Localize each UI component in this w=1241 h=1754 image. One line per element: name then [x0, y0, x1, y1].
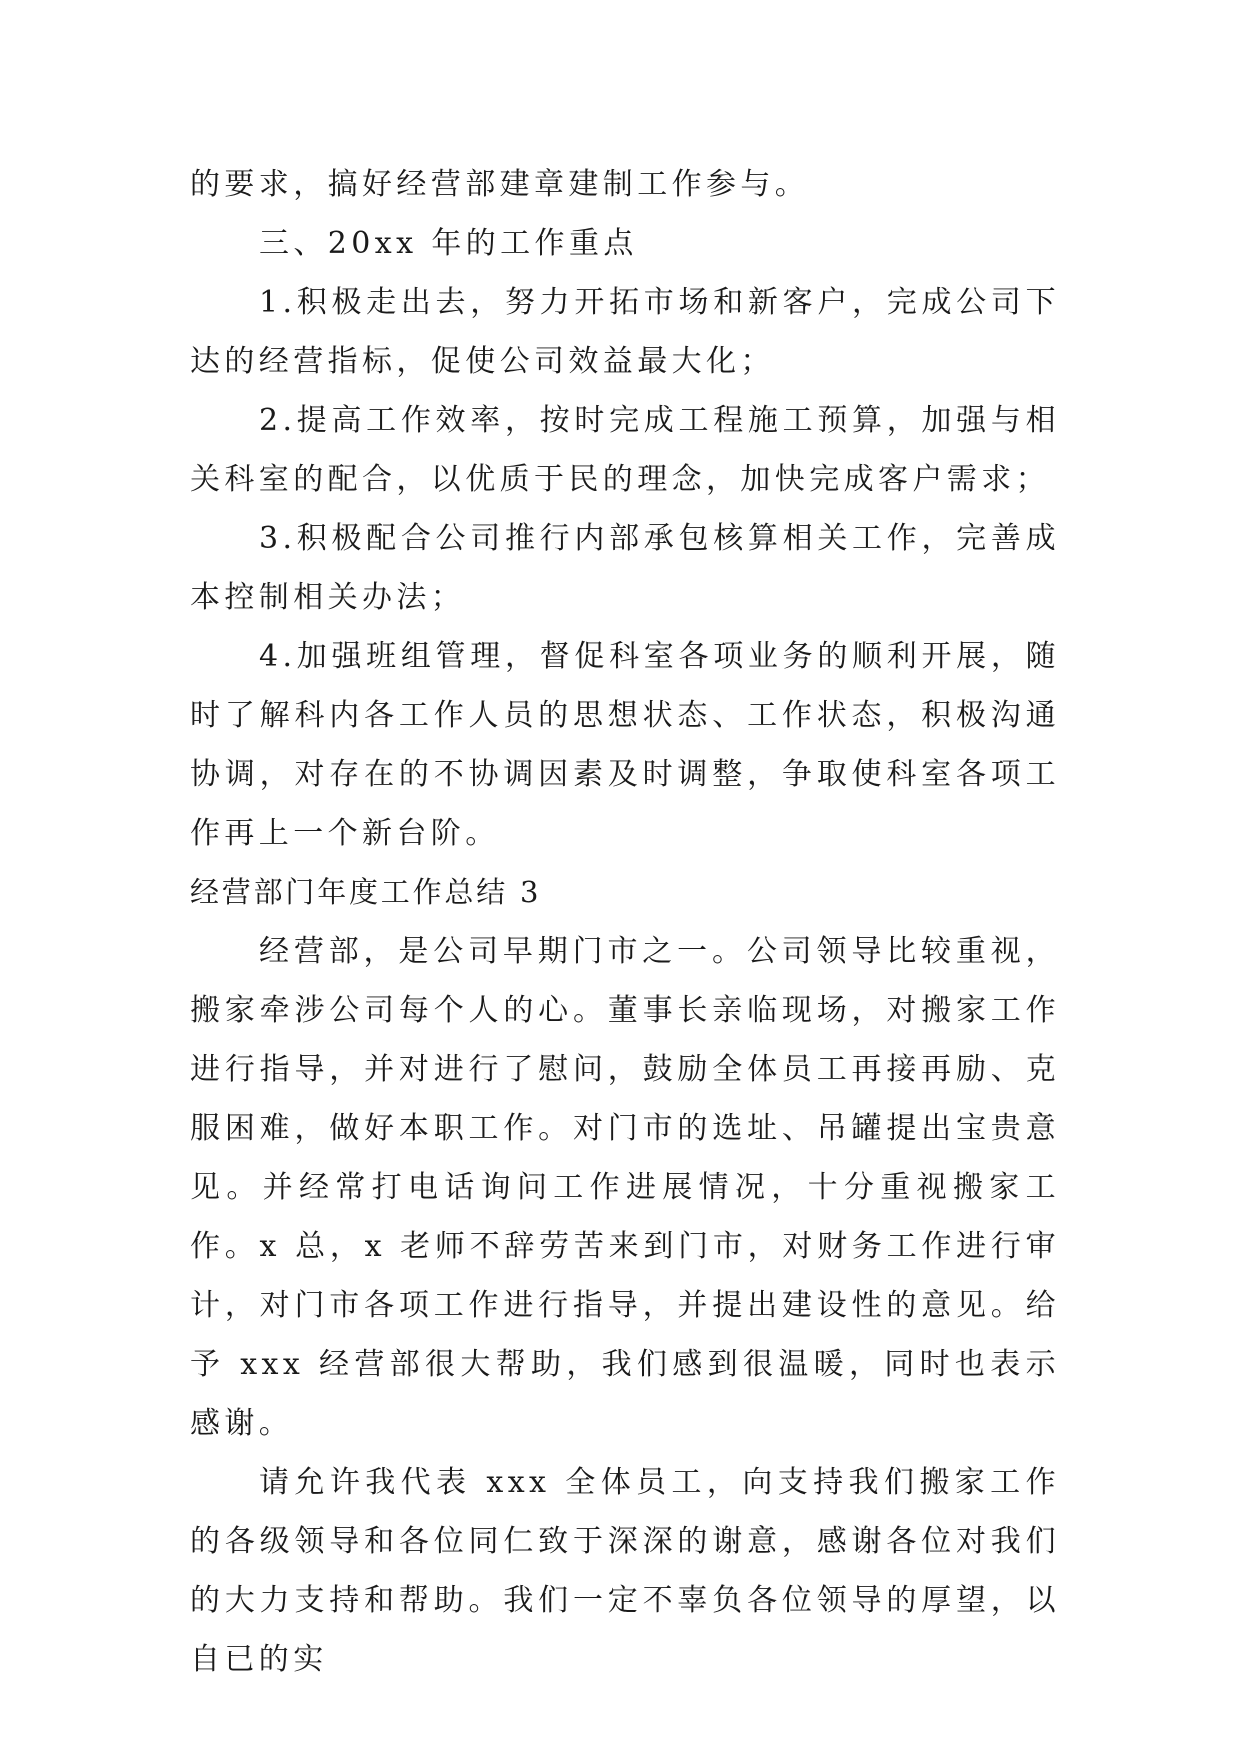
list-item-4: 4.加强班组管理，督促科室各项业务的顺利开展，随时了解科内各工作人员的思想状态、工作状态，积极沟通协调，对存在的不协调因素及时调整，争取使科室各项工作再上一个新台阶。 [190, 639, 1060, 851]
list-item-2: 2.提高工作效率，按时完成工程施工预算，加强与相关科室的配合，以优质于民的理念，加快完成客户需求； [190, 403, 1060, 497]
document-body [190, 155, 1060, 1689]
paragraph-continuation: 的要求，搞好经营部建章建制工作参与。 [190, 167, 810, 202]
section-heading-work-focus: 三、20xx 年的工作重点 [259, 226, 638, 261]
article-title: 经营部门年度工作总结 3 [190, 875, 542, 909]
list-item-3: 3.积极配合公司推行内部承包核算相关工作，完善成本控制相关办法； [190, 521, 1060, 615]
list-item-1: 1.积极走出去，努力开拓市场和新客户，完成公司下达的经营指标，促使公司效益最大化； [190, 285, 1060, 379]
body-paragraph-2: 请允许我代表 xxx 全体员工，向支持我们搬家工作的各级领导和各位同仁致于深深的谢意，感谢各位对我们的大力支持和帮助。我们一定不辜负各位领导的厚望，以自已的实 [190, 1465, 1060, 1677]
body-paragraph-1: 经营部，是公司早期门市之一。公司领导比较重视，搬家牵涉公司每个人的心。董事长亲临现场，对搬家工作进行指导，并对进行了慰问，鼓励全体员工再接再励、克服困难，做好本职工作。对门市的选址、吊罐提出宝贵意见。并经常打电话询问工作进展情况，十分重视搬家工作。x 总，x 老师不辞劳苦来到门市，对财务工作进行审计，对门市各项工作进行指导，并提出建设性的意见。给予 xxx 经营部很大帮助，我们感到很温暖，同时也表示感谢。 [190, 934, 1060, 1441]
